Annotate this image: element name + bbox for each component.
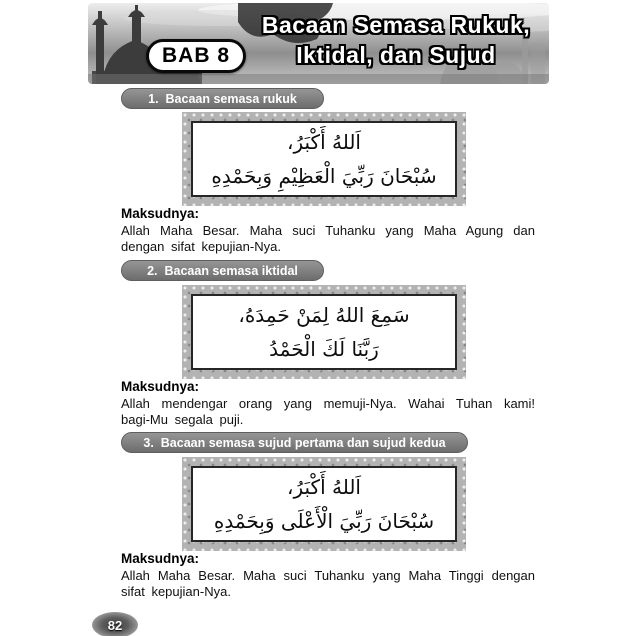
maksudnya-label: Maksudnya:	[121, 379, 200, 394]
page-number: 82	[107, 617, 123, 633]
chapter-title-line1: Bacaan Semasa Rukuk,	[261, 12, 531, 38]
page-number-badge	[92, 612, 138, 636]
section-iktidal	[0, 260, 636, 427]
translation-text: Allah Maha Besar. Maha suci Tuhanku yang Maha Agung dan dengan sifat kepujian-Nya.	[121, 223, 535, 254]
arabic-line-1: سَمِعَ اللهُ لِمَنْ حَمِدَهُ،	[238, 303, 410, 327]
arabic-text-inner	[191, 466, 457, 542]
arabic-line-1: اَللهُ أَكْبَرُ،	[287, 475, 361, 499]
maksudnya-label: Maksudnya:	[121, 551, 200, 566]
chapter-title-line2: Iktidal, dan Sujud	[296, 42, 496, 68]
maksudnya-label: Maksudnya:	[121, 206, 200, 221]
translation-text: Allah Maha Besar. Maha suci Tuhanku yang Maha Tinggi dengan sifat kepujian-Nya.	[121, 568, 535, 599]
chapter-title	[246, 10, 546, 70]
section-heading-iktidal: 2. Bacaan semasa iktidal	[121, 260, 324, 281]
arabic-line-2: سُبْحَانَ رَبِّيَ الْأَعْلَى وَبِحَمْدِهِ	[213, 509, 435, 533]
arabic-text-box-iktidal	[182, 285, 466, 379]
arabic-text-inner	[191, 294, 457, 370]
arabic-text-box-sujud	[182, 457, 466, 551]
section-heading-rukuk: 1. Bacaan semasa rukuk	[121, 88, 324, 109]
arabic-text-inner	[191, 121, 457, 197]
chapter-header-banner	[88, 3, 549, 84]
translation-text: Allah mendengar orang yang memuji-Nya. Wahai Tuhan kami! bagi-Mu segala puji.	[121, 396, 535, 427]
chapter-badge-label: BAB 8	[162, 44, 231, 67]
section-sujud	[0, 432, 636, 599]
section-rukuk	[0, 88, 636, 254]
chapter-badge	[146, 39, 246, 73]
arabic-line-2: سُبْحَانَ رَبِّيَ الْعَظِيْمِ وَبِحَمْدِهِ	[211, 164, 437, 188]
arabic-line-2: رَبَّنَا لَكَ الْحَمْدُ	[269, 337, 379, 361]
section-heading-sujud: 3. Bacaan semasa sujud pertama dan sujud kedua	[121, 432, 468, 453]
arabic-line-1: اَللهُ أَكْبَرُ،	[287, 130, 361, 154]
arabic-text-box-rukuk	[182, 112, 466, 206]
